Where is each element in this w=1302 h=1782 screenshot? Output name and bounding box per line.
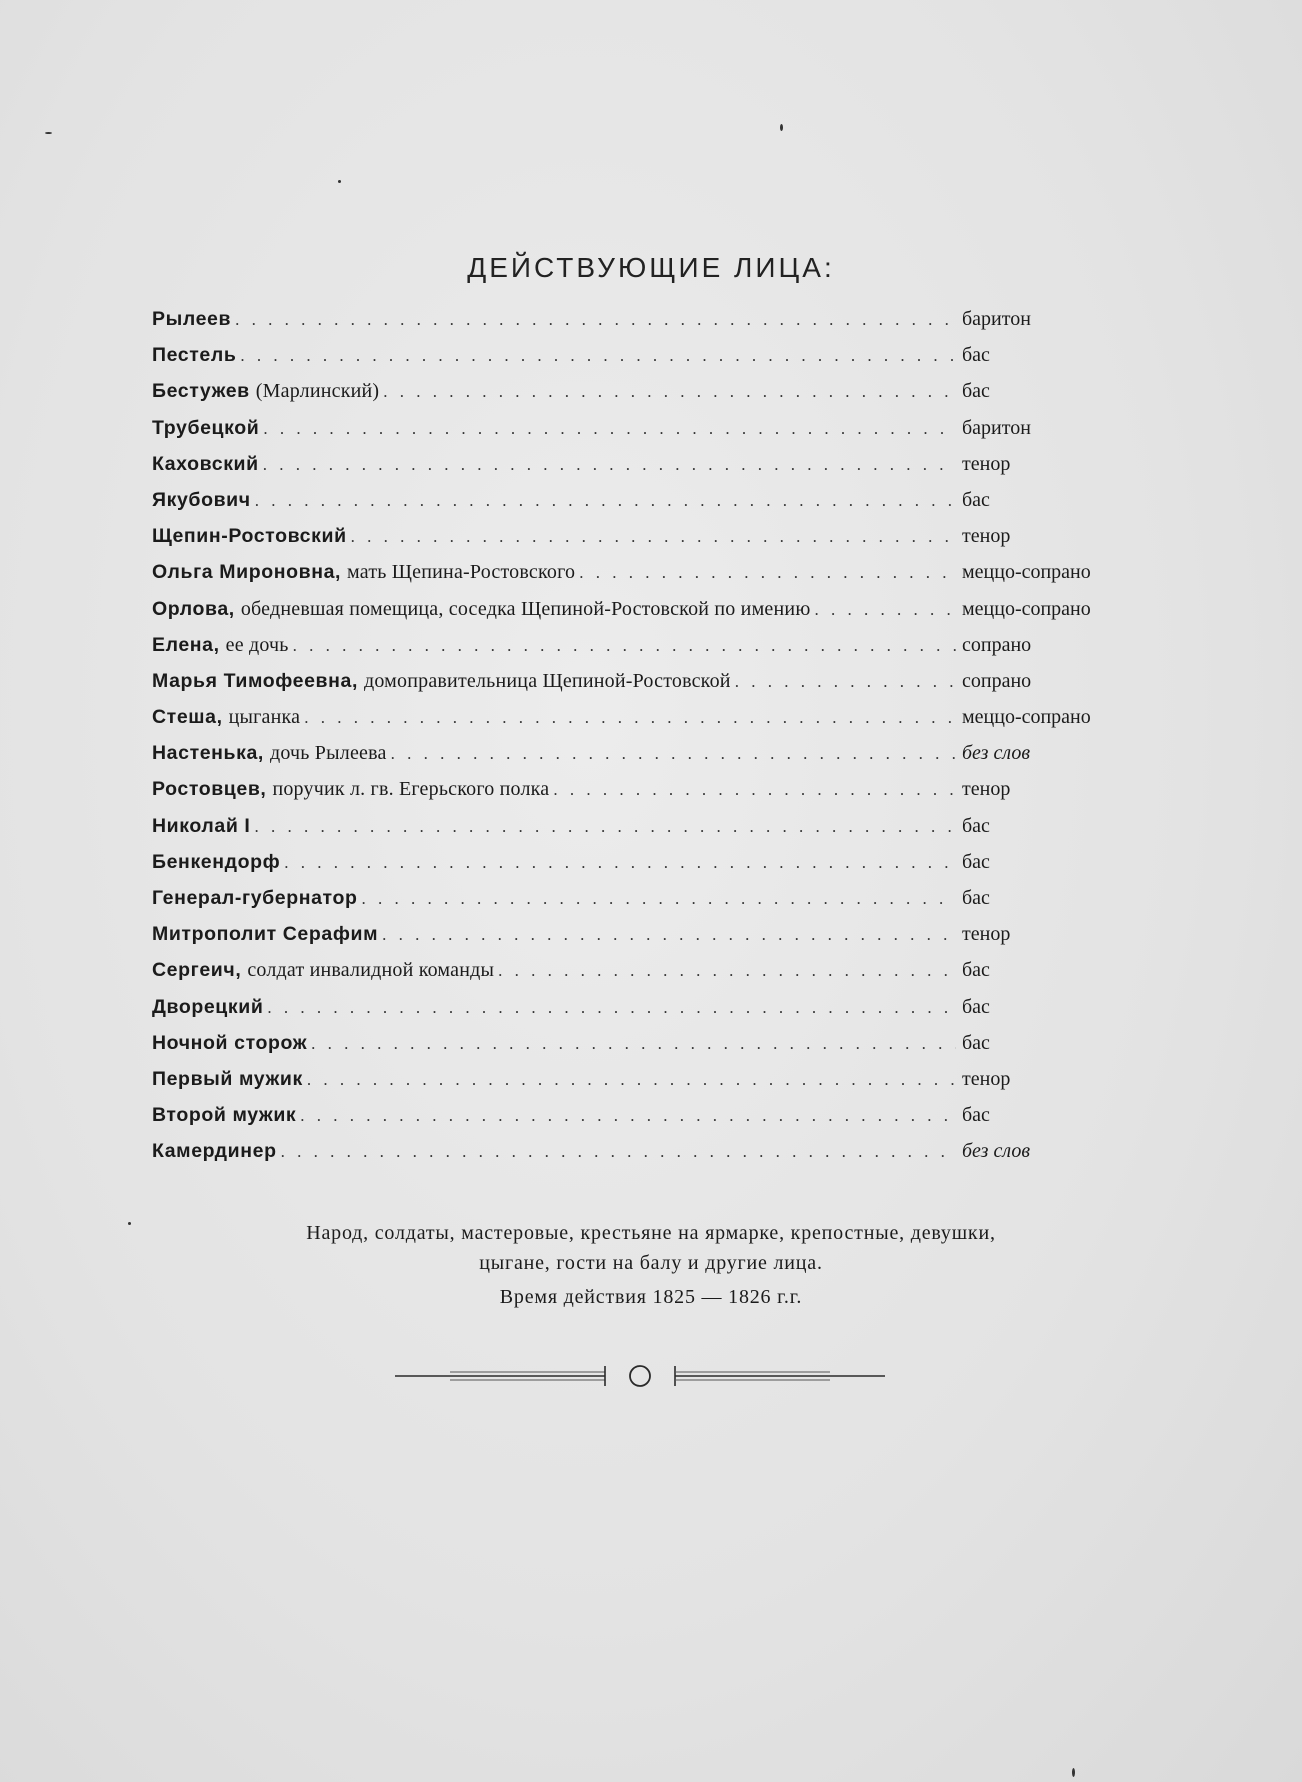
character-name: Сергеич, (152, 959, 242, 982)
voice-type: без слов (962, 1140, 1030, 1163)
cast-row (152, 453, 1152, 489)
cast-entry (152, 308, 960, 331)
cast-entry (152, 1068, 960, 1091)
character-name: Камердинер (152, 1140, 277, 1163)
cast-row (152, 959, 1152, 995)
cast-row (152, 380, 1152, 416)
leader-dots (293, 636, 956, 656)
cast-entry (152, 417, 960, 440)
cast-row (152, 742, 1152, 778)
voice-type: бас (962, 1104, 990, 1127)
cast-entry (152, 778, 960, 801)
cast-row (152, 1140, 1152, 1176)
cast-entry (152, 344, 960, 367)
leader-dots (267, 998, 956, 1018)
cast-row (152, 489, 1152, 525)
cast-entry (152, 598, 960, 621)
character-name: Ночной сторож (152, 1031, 308, 1054)
cast-row (152, 887, 1152, 923)
leader-dots (383, 382, 956, 402)
leader-dots (300, 1106, 956, 1126)
leader-dots (284, 853, 956, 873)
character-name: Якубович (152, 488, 251, 511)
cast-row (152, 996, 1152, 1032)
character-name: Елена, (152, 633, 220, 656)
voice-type: баритон (962, 416, 1031, 439)
leader-dots (382, 925, 956, 945)
voice-type: баритон (962, 308, 1031, 330)
voice-type: бас (962, 488, 990, 511)
cast-entry (152, 453, 960, 476)
cast-row (152, 308, 1152, 344)
leader-dots (351, 527, 956, 547)
character-name: Щепин-Ростовский (152, 525, 347, 548)
character-name: Марья Тимофеевна, (152, 669, 358, 692)
character-name: Митрополит Серафим (152, 923, 379, 946)
character-name: Трубецкой (152, 416, 260, 439)
character-description: поручик л. гв. Егерьского полка (272, 778, 550, 801)
leader-dots (263, 455, 956, 475)
cast-row (152, 670, 1152, 706)
cast-entry (152, 996, 960, 1019)
character-description: (Марлинский) (255, 380, 380, 403)
cast-entry (152, 959, 960, 982)
character-description: обедневшая помещица, соседка Щепиной-Ростовской по имению (240, 597, 811, 620)
voice-type: тенор (962, 525, 1011, 548)
voice-type: меццо-сопрано (962, 561, 1091, 584)
ornament-circle (630, 1366, 650, 1386)
character-name: Ольга Мироновна, (152, 561, 342, 584)
cast-entry (152, 634, 960, 657)
cast-entry (152, 561, 960, 584)
character-name: Орлова, (152, 597, 235, 620)
voice-type: меццо-сопрано (962, 706, 1091, 729)
cast-entry (152, 815, 960, 838)
character-name: Настенька, (152, 742, 264, 765)
leader-dots (735, 672, 956, 692)
cast-entry (152, 1140, 960, 1163)
character-name: Ростовцев, (152, 778, 267, 801)
cast-row (152, 1032, 1152, 1068)
leader-dots (255, 491, 956, 511)
character-name: Бестужев (152, 380, 250, 403)
footer-note (0, 1218, 1302, 1312)
voice-type: сопрано (962, 633, 1032, 656)
character-description: мать Щепина-Ростовского (347, 561, 576, 584)
voice-type: бас (962, 959, 990, 982)
cast-entry (152, 923, 960, 946)
cast-row (152, 525, 1152, 561)
character-name: Рылеев (152, 308, 232, 330)
character-description: солдат инвалидной команды (247, 959, 495, 982)
cast-entry (152, 851, 960, 874)
leader-dots (361, 889, 956, 909)
character-description: ее дочь (225, 633, 289, 656)
page-speck (1072, 1768, 1075, 1777)
footer-line-1: Народ, солдаты, мастеровые, крестьяне на ярмарке, крепостные, девушки, (306, 1222, 996, 1244)
leader-dots (391, 744, 956, 764)
cast-row (152, 706, 1152, 742)
cast-entry (152, 670, 960, 693)
cast-entry (152, 1032, 960, 1055)
page-speck (780, 124, 783, 131)
cast-row (152, 634, 1152, 670)
character-name: Пестель (152, 344, 237, 367)
leader-dots (304, 708, 956, 728)
leader-dots (235, 310, 956, 330)
voice-type: тенор (962, 923, 1011, 946)
leader-dots (307, 1070, 956, 1090)
character-name: Первый мужик (152, 1067, 303, 1090)
character-name: Николай I (152, 814, 251, 837)
leader-dots (281, 1142, 956, 1162)
cast-row (152, 561, 1152, 597)
leader-dots (553, 780, 956, 800)
leader-dots (254, 817, 956, 837)
cast-entry (152, 525, 960, 548)
cast-entry (152, 1104, 960, 1127)
voice-type: бас (962, 995, 990, 1018)
voice-type: сопрано (962, 669, 1032, 692)
voice-type: бас (962, 344, 990, 367)
voice-type: бас (962, 850, 990, 873)
footer-line-2: цыгане, гости на балу и другие лица. (479, 1252, 823, 1274)
voice-type: бас (962, 1031, 990, 1054)
page-title: ДЕЙСТВУЮЩИЕ ЛИЦА: (467, 252, 835, 283)
voice-type: тенор (962, 1067, 1011, 1090)
voice-type: бас (962, 887, 990, 909)
cast-row (152, 1068, 1152, 1104)
cast-entry (152, 706, 960, 729)
voice-type: тенор (962, 778, 1011, 801)
character-description: цыганка (228, 706, 301, 729)
leader-dots (263, 419, 956, 439)
cast-row (152, 417, 1152, 453)
cast-entry (152, 489, 960, 512)
cast-list (152, 308, 1152, 1177)
character-name: Каховский (152, 452, 259, 475)
page-speck (45, 132, 52, 134)
cast-entry (152, 742, 960, 765)
cast-entry (152, 380, 960, 403)
character-name: Стеша, (152, 706, 223, 729)
voice-type: без слов (962, 742, 1030, 765)
cast-row (152, 344, 1152, 380)
page-speck (338, 180, 341, 183)
cast-row (152, 923, 1152, 959)
voice-type: меццо-сопрано (962, 597, 1091, 620)
cast-row (152, 778, 1152, 814)
character-description: домоправительница Щепиной-Ростовской (363, 669, 731, 692)
cast-row (152, 815, 1152, 851)
time-of-action: Время действия 1825 — 1826 г.г. (499, 1286, 803, 1308)
leader-dots (814, 600, 956, 620)
leader-dots (498, 961, 956, 981)
voice-type: бас (962, 380, 990, 403)
voice-type: тенор (962, 452, 1011, 475)
cast-row (152, 1104, 1152, 1140)
voice-type: бас (962, 814, 990, 837)
character-name: Второй мужик (152, 1104, 297, 1127)
character-name: Генерал-губернатор (152, 887, 358, 909)
character-description: дочь Рылеева (269, 742, 387, 765)
leader-dots (240, 346, 956, 366)
character-name: Дворецкий (152, 995, 264, 1018)
leader-dots (579, 563, 956, 583)
character-name: Бенкендорф (152, 850, 281, 873)
cast-row (152, 851, 1152, 887)
cast-entry (152, 887, 960, 910)
ornament-divider (390, 1358, 890, 1394)
leader-dots (311, 1034, 956, 1054)
cast-row (152, 598, 1152, 634)
